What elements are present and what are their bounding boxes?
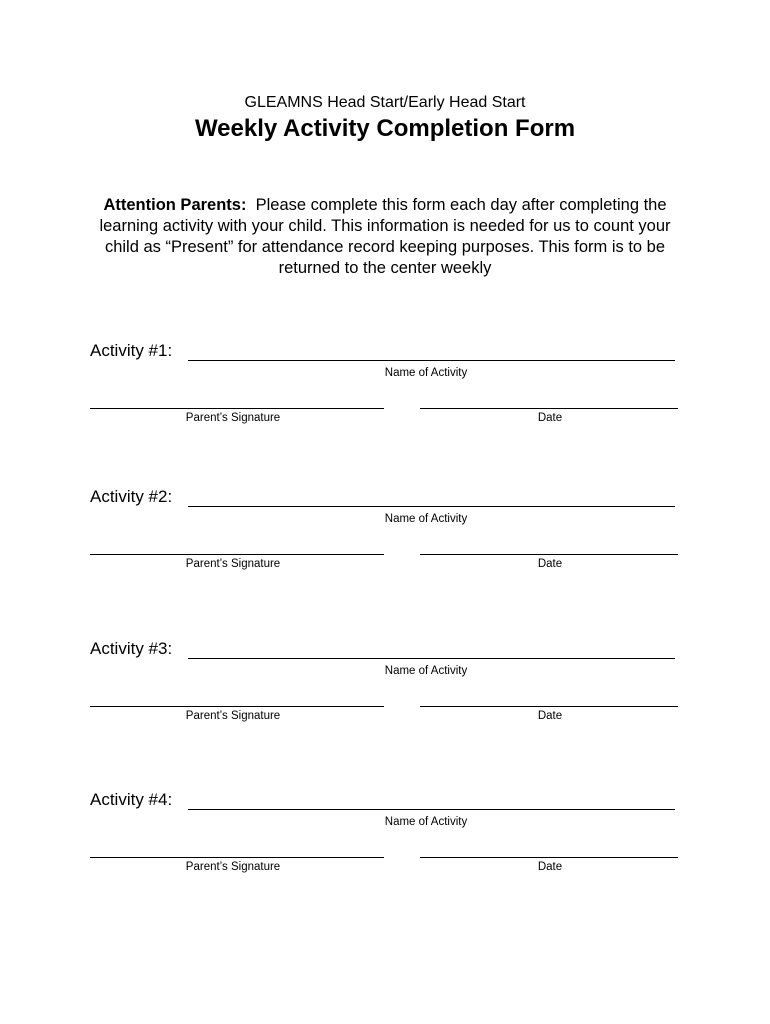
date-field[interactable] bbox=[420, 554, 678, 555]
page-title: Weekly Activity Completion Form bbox=[194, 115, 576, 142]
parent-signature-field[interactable] bbox=[90, 857, 384, 858]
activity-label: Activity #4: bbox=[90, 790, 173, 809]
activity-name-field[interactable] bbox=[188, 360, 675, 361]
activity-block-3 bbox=[0, 638, 770, 722]
date-caption: Date bbox=[537, 710, 563, 722]
activity-block-1 bbox=[0, 340, 770, 424]
activity-name-caption: Name of Activity bbox=[384, 665, 468, 677]
date-field[interactable] bbox=[420, 706, 678, 707]
parent-signature-caption: Parent’s Signature bbox=[185, 412, 281, 424]
parent-signature-caption: Parent’s Signature bbox=[185, 558, 281, 570]
parent-signature-field[interactable] bbox=[90, 408, 384, 409]
date-caption: Date bbox=[537, 558, 563, 570]
activity-name-field[interactable] bbox=[188, 809, 675, 810]
activity-name-caption: Name of Activity bbox=[384, 367, 468, 379]
activity-block-2 bbox=[0, 486, 770, 570]
parent-signature-caption: Parent’s Signature bbox=[185, 710, 281, 722]
date-field[interactable] bbox=[420, 857, 678, 858]
date-caption: Date bbox=[537, 861, 563, 873]
date-caption: Date bbox=[537, 412, 563, 424]
date-field[interactable] bbox=[420, 408, 678, 409]
intro-paragraph bbox=[82, 195, 688, 279]
activity-name-caption: Name of Activity bbox=[384, 513, 468, 525]
activity-label: Activity #1: bbox=[90, 341, 173, 360]
activity-label: Activity #3: bbox=[90, 639, 173, 658]
parent-signature-caption: Parent’s Signature bbox=[185, 861, 281, 873]
activity-name-caption: Name of Activity bbox=[384, 816, 468, 828]
parent-signature-field[interactable] bbox=[90, 554, 384, 555]
activity-block-4 bbox=[0, 789, 770, 873]
activity-name-field[interactable] bbox=[188, 506, 675, 507]
activity-label: Activity #2: bbox=[90, 487, 173, 506]
activity-name-field[interactable] bbox=[188, 658, 675, 659]
intro-lead: Attention Parents: bbox=[103, 196, 247, 214]
organization-name: GLEAMNS Head Start/Early Head Start bbox=[244, 94, 526, 111]
intro-body: Please complete this form each day after completing the learning activity with your child. This information is needed for us to count your child as “Present” for attendance record keeping purposes. This form is to be returned to the center weekly bbox=[99, 196, 671, 277]
parent-signature-field[interactable] bbox=[90, 706, 384, 707]
